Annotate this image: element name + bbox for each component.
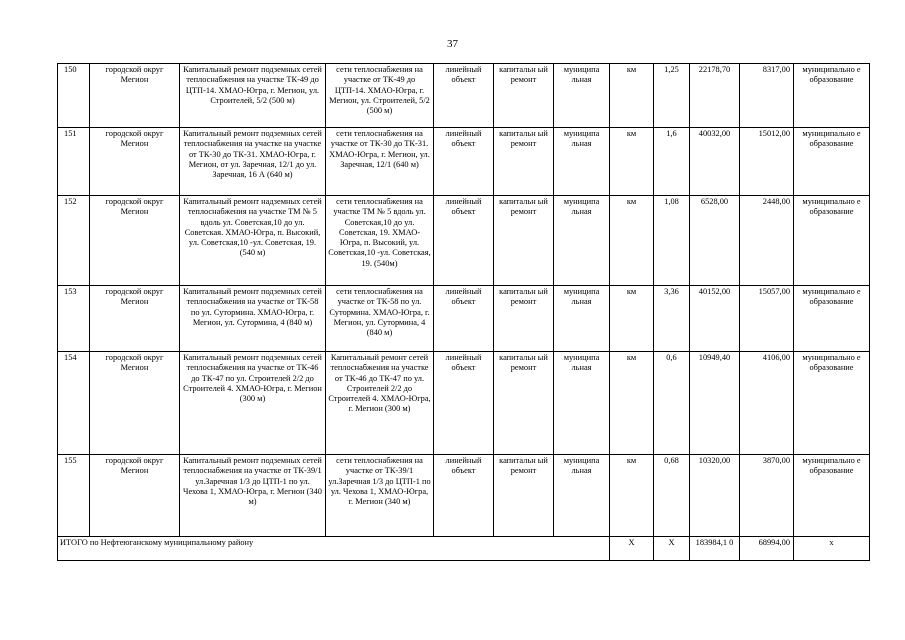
register-table — [57, 63, 870, 561]
cell-ownership: муниципа льная — [554, 196, 610, 286]
table-row — [58, 196, 870, 286]
cell-unit: км — [610, 286, 654, 352]
cell-work-name: Капитальный ремонт подземных сетей теплоснабжения на участке от ТК-39/1 ул.Заречная 1/3 до ЦТП-1 по ул. Чехова 1, ХМАО-Югра, г. Мегион (340 м) — [180, 455, 326, 537]
cell-unit: км — [610, 196, 654, 286]
total-quantity: Х — [654, 537, 690, 561]
cell-number: 153 — [58, 286, 90, 352]
cell-ownership: муниципа льная — [554, 455, 610, 537]
cell-cost-total: 22178,70 — [690, 64, 740, 128]
cell-cost-part: 2448,00 — [740, 196, 794, 286]
cell-object-type: линейный объект — [434, 128, 494, 196]
cell-work-type: капитальн ый ремонт — [494, 286, 554, 352]
cell-object-type: линейный объект — [434, 352, 494, 455]
cell-territory: городской округ Мегион — [90, 352, 180, 455]
cell-quantity: 3,36 — [654, 286, 690, 352]
page-number: 37 — [447, 38, 458, 50]
cell-ownership: муниципа льная — [554, 286, 610, 352]
cell-owner: муниципально е образование — [794, 352, 870, 455]
total-label: ИТОГО по Нефтеюганскому муниципальному району — [58, 537, 610, 561]
cell-cost-part: 15012,00 — [740, 128, 794, 196]
cell-work-name: Капитальный ремонт надземных сетей теплоснабжения на участке ТМ № 5 вдоль ул. Советская,10 до ул. Советская. ХМАО-Югра, п. Высокий, ул. Советская,10 -ул. Советская, 19. (540 м) — [180, 196, 326, 286]
total-cost-part: 68994,00 — [740, 537, 794, 561]
total-cost-total: 183984,1 0 — [690, 537, 740, 561]
table-row — [58, 128, 870, 196]
cell-unit: км — [610, 64, 654, 128]
cell-quantity: 0,6 — [654, 352, 690, 455]
cell-ownership: муниципа льная — [554, 128, 610, 196]
cell-ownership: муниципа льная — [554, 64, 610, 128]
cell-object: сети теплоснабжения на участке от ТК-39/1 ул.Заречная 1/3 до ЦТП-1 по ул. Чехова 1, ХМАО-Югра, г. Мегион (340 м) — [326, 455, 434, 537]
cell-work-type: капитальн ый ремонт — [494, 352, 554, 455]
cell-owner: муниципально е образование — [794, 455, 870, 537]
table-row — [58, 286, 870, 352]
cell-number: 151 — [58, 128, 90, 196]
cell-object: сети теплоснабжения на участке от ТК-58 по ул. Сутормина. ХМАО-Югра, г. Мегион, ул. Сутормина, 4 (840 м) — [326, 286, 434, 352]
table-row — [58, 352, 870, 455]
cell-quantity: 0,68 — [654, 455, 690, 537]
cell-cost-part: 3870,00 — [740, 455, 794, 537]
cell-unit: км — [610, 455, 654, 537]
cell-work-name: Капитальный ремонт подземных сетей теплоснабжения на участке от ТК-46 до ТК-47 по ул. Строителей 2/2 до Строителей 4. ХМАО-Югра, г. Мегион (300 м) — [180, 352, 326, 455]
cell-territory: городской округ Мегион — [90, 196, 180, 286]
cell-work-name: Капитальный ремонт подземных сетей теплоснабжения на участке от ТК-58 по ул. Сутормина. ХМАО-Югра, г. Мегион, ул. Сутормина, 4 (840 м) — [180, 286, 326, 352]
cell-cost-total: 10320,00 — [690, 455, 740, 537]
cell-unit: км — [610, 128, 654, 196]
cell-number: 150 — [58, 64, 90, 128]
cell-owner: муниципально е образование — [794, 196, 870, 286]
cell-owner: муниципально е образование — [794, 128, 870, 196]
table-row — [58, 64, 870, 128]
cell-territory: городской округ Мегион — [90, 64, 180, 128]
cell-number: 152 — [58, 196, 90, 286]
cell-cost-total: 40152,00 — [690, 286, 740, 352]
cell-object-type: линейный объект — [434, 286, 494, 352]
cell-territory: городской округ Мегион — [90, 455, 180, 537]
cell-number: 155 — [58, 455, 90, 537]
cell-cost-total: 6528,00 — [690, 196, 740, 286]
cell-territory: городской округ Мегион — [90, 128, 180, 196]
cell-object: Капитальный ремонт сетей теплоснабжения на участке от ТК-46 до ТК-47 по ул. Строителей 2/2 до Строителей 4. ХМАО-Югра, г. Мегион (300 м) — [326, 352, 434, 455]
cell-number: 154 — [58, 352, 90, 455]
cell-object: сети теплоснабжения на участке ТМ № 5 вдоль ул. Советская,10 до ул. Советская, 19. ХМАО-Югра, п. Высокий, ул. Советская,10 -ул. Советская, 19. (540м) — [326, 196, 434, 286]
cell-object-type: линейный объект — [434, 64, 494, 128]
cell-work-type: капитальн ый ремонт — [494, 128, 554, 196]
cell-cost-total: 10949,40 — [690, 352, 740, 455]
cell-work-name: Капитальный ремонт подземных сетей теплоснабжения на участке ТК-49 до ЦТП-14. ХМАО-Югра, г. Мегион, ул. Строителей, 5/2 (500 м) — [180, 64, 326, 128]
cell-ownership: муниципа льная — [554, 352, 610, 455]
cell-cost-part: 4106,00 — [740, 352, 794, 455]
cell-quantity: 1,6 — [654, 128, 690, 196]
cell-cost-part: 15057,00 — [740, 286, 794, 352]
cell-work-type: капитальн ый ремонт — [494, 196, 554, 286]
total-owner: х — [794, 537, 870, 561]
cell-owner: муниципально е образование — [794, 64, 870, 128]
total-unit: Х — [610, 537, 654, 561]
cell-cost-part: 8317,00 — [740, 64, 794, 128]
cell-object: сети теплоснабжения на участке от ТК-30 до ТК-31. ХМАО-Югра, г. Мегион, ул. Заречная, 12/1 (640 м) — [326, 128, 434, 196]
cell-cost-total: 40032,00 — [690, 128, 740, 196]
cell-territory: городской округ Мегион — [90, 286, 180, 352]
cell-quantity: 1,25 — [654, 64, 690, 128]
cell-object: сети теплоснабжения на участке от ТК-49 до ЦТП-14. ХМАО-Югра, г. Мегион, ул. Строителей, 5/2 (500 м) — [326, 64, 434, 128]
cell-work-type: капитальн ый ремонт — [494, 455, 554, 537]
cell-object-type: линейный объект — [434, 455, 494, 537]
total-row — [58, 537, 870, 561]
cell-quantity: 1,08 — [654, 196, 690, 286]
cell-object-type: линейный объект — [434, 196, 494, 286]
cell-work-name: Капитальный ремонт подземных сетей теплоснабжения на участке на участке от ТК-30 до ТК-31. ХМАО-Югра, г. Мегион, от ул. Заречная, 12/1 до ул. Заречная, 16 А (640 м) — [180, 128, 326, 196]
cell-work-type: капитальн ый ремонт — [494, 64, 554, 128]
cell-owner: муниципально е образование — [794, 286, 870, 352]
cell-unit: км — [610, 352, 654, 455]
table-row — [58, 455, 870, 537]
